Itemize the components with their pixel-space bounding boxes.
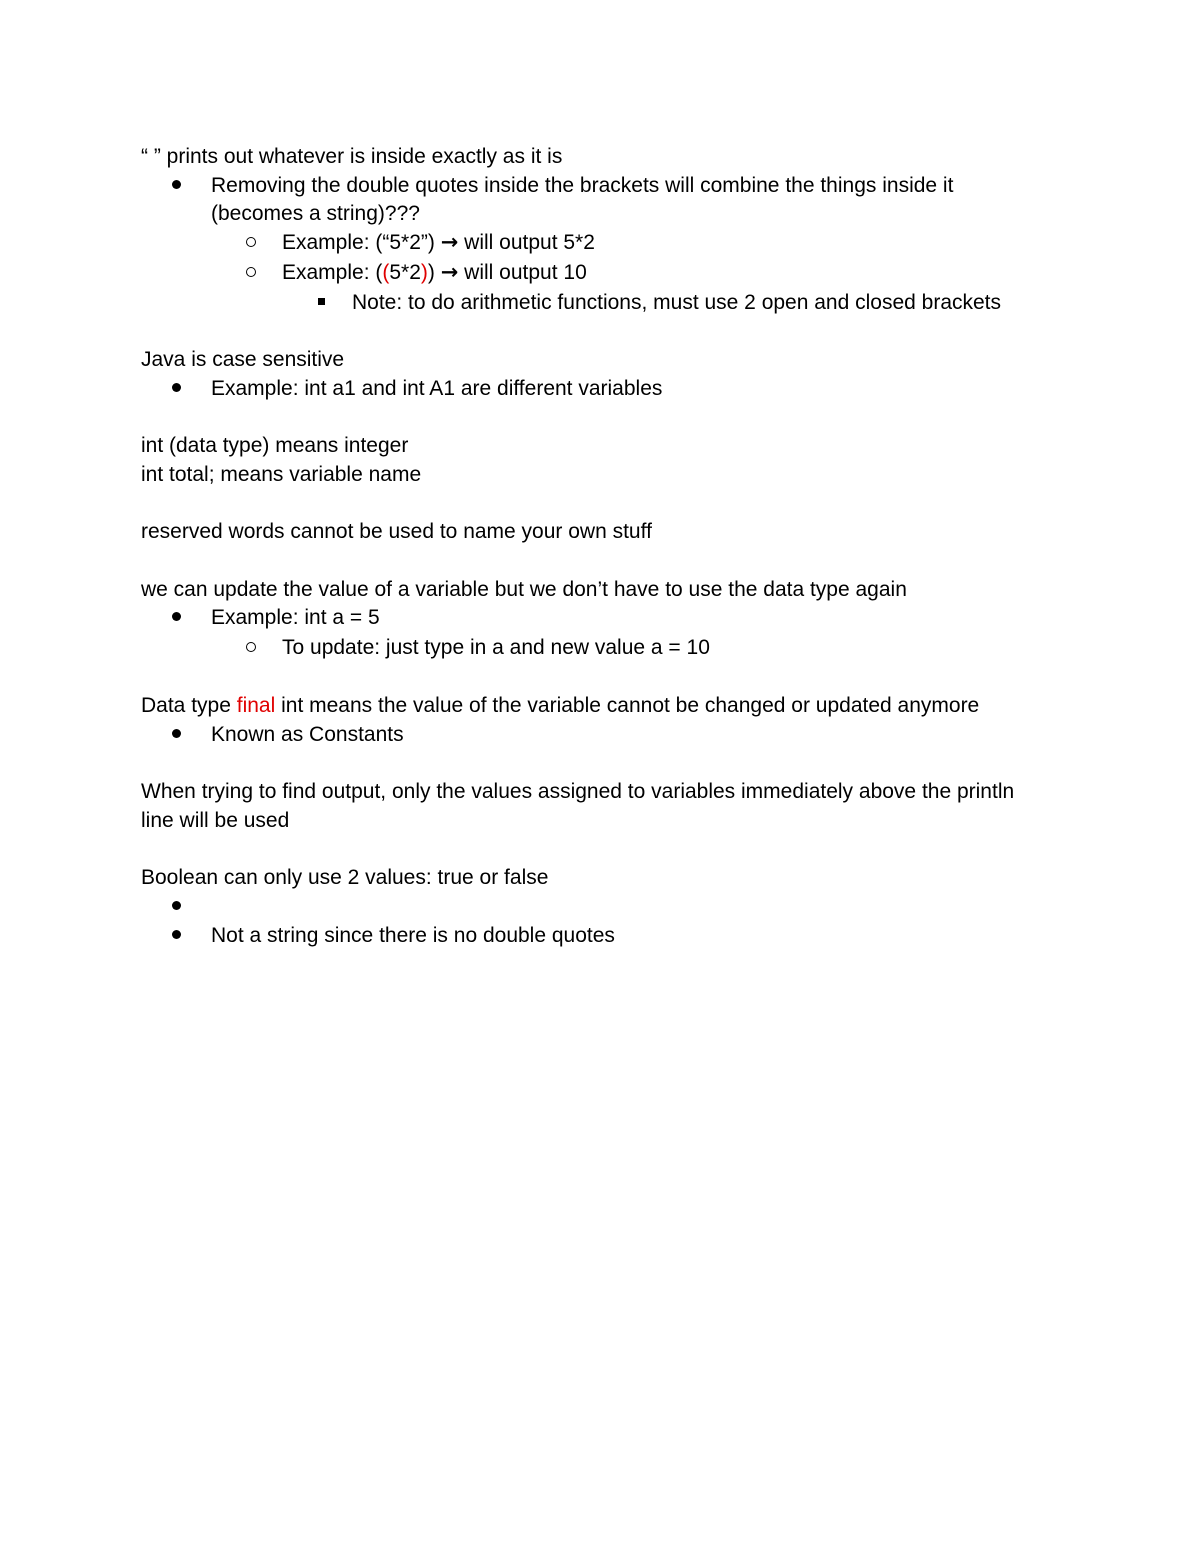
final-keyword-highlight: final [236,694,276,717]
bullet-not-a-string: Not a string since there is no double quotes [211,924,615,947]
bullet-removing-quotes: Removing the double quotes inside the brackets will combine the things inside it [211,174,954,197]
final-text-pre: Data type [141,694,237,717]
sub-sub-bullet-square [318,288,325,317]
sub-bullet-circle [246,228,256,257]
section-final-heading [141,691,979,720]
arrow-icon: → [440,260,459,284]
example-1-text: Example: (“5*2”) [282,231,441,254]
bullet-dot [172,603,181,632]
example-2-result: will output 10 [458,261,587,284]
example-2-expression: 5*2 [389,261,421,284]
note-arithmetic-brackets: Note: to do arithmetic functions, must use 2 open and closed brackets [352,291,1002,314]
bullet-dot [172,892,181,921]
sub-bullet-update-how: To update: just type in a and new value a = 10 [282,636,710,659]
bullet-dot [172,374,181,403]
example-2-text: Example: ( [282,261,383,284]
int-variable-name-line: int total; means variable name [141,463,422,486]
int-data-type-line: int (data type) means integer [141,434,409,457]
arrow-icon: → [440,230,459,254]
output-rule-line-2: line will be used [141,809,290,832]
output-rule-line-1: When trying to find output, only the values assigned to variables immediately above the println [141,780,1015,803]
final-text-post: int means the value of the variable cannot be changed or updated anymore [275,694,980,717]
example-string-output [282,228,595,257]
section-case-sensitive-heading: Java is case sensitive [141,348,345,371]
bullet-removing-quotes-continued: (becomes a string)??? [211,202,420,225]
example-1-result: will output 5*2 [458,231,595,254]
bullet-dot [172,921,181,950]
highlight-open-bracket: ( [382,261,390,284]
reserved-words-line: reserved words cannot be used to name your own stuff [141,520,652,543]
section-update-variable-heading: we can update the value of a variable but we don’t have to use the data type again [141,578,907,601]
sub-bullet-circle [246,258,256,287]
bullet-update-example: Example: int a = 5 [211,606,380,629]
example-arithmetic-output [282,258,587,287]
bullet-constants: Known as Constants [211,723,404,746]
bullet-dot [172,720,181,749]
example-2-closing: ) [427,261,441,284]
sub-bullet-circle [246,633,256,662]
bullet-dot [172,171,181,200]
bullet-case-example: Example: int a1 and int A1 are different variables [211,377,663,400]
section-quotes-heading: “ ” prints out whatever is inside exactly as it is [141,145,563,168]
highlight-close-bracket: ) [420,261,428,284]
section-boolean-heading: Boolean can only use 2 values: true or false [141,866,549,889]
